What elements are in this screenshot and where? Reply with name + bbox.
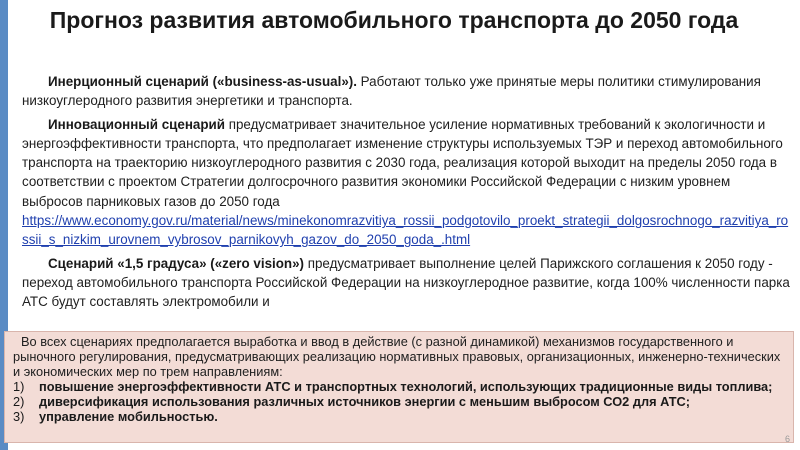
scenario-description — [22, 72, 792, 330]
scenario-15-text: предусматривает выполнение целей Парижского соглашения к 2050 году - переход автомобильного транспорта Российской Федерации на низкоуглеродное развитие, когда 100% численности парка АТС будут составлять электромобили и — [22, 255, 790, 310]
measure-item-1 — [13, 379, 783, 394]
paragraph-innovative — [22, 115, 792, 250]
measure-text: диверсификация использования различных источников энергии с меньшим выбросом СО2 для АТС; — [39, 394, 691, 409]
scenario-15-heading: Сценарий «1,5 градуса» («zero vision») — [48, 255, 304, 271]
innovative-heading: Инновационный сценарий — [48, 116, 225, 132]
inertial-text: Работают только уже принятые меры политики стимулирования низкоуглеродного развития энергетики и транспорта. — [22, 74, 761, 109]
slide-title: Прогноз развития автомобильного транспорта до 2050 года — [49, 7, 739, 33]
measures-list — [13, 379, 783, 424]
measure-number: 3) — [13, 409, 25, 424]
inertial-heading: Инерционный сценарий («business-as-usual»). — [48, 74, 357, 89]
measures-callout — [4, 331, 794, 443]
innovative-text: предусматривает значительное усиление нормативных требований к экологичности и энергоэффективности транспорта, что предполагает изменение структуры используемых ТЭР и переход автомобильного транспорта на траекторию низкоуглеродного развития с 2030 года, реализация которой выходит на пределы 2050 года в соответствии с проектом Стратегии долгосрочного развития экономики Российской Федерации с низким уровнем выбросов парниковых газов до 2050 года — [22, 116, 783, 209]
measure-number: 2) — [13, 394, 25, 409]
measure-text: управление мобильностью. — [39, 409, 218, 424]
measure-item-3 — [13, 409, 783, 424]
callout-intro: Во всех сценариях предполагается выработка и ввод в действие (с разной динамикой) механизмов государственного и рыночного регулирования, предусматривающих реализацию нормативных правовых, организационных, инженерно-технических и экономических мер по трем направлениям: — [13, 334, 781, 379]
strategy-link[interactable]: https://www.economy.gov.ru/material/news/minekonomrazvitiya_rossii_podgotovilo_proekt_strategii_dolgosrochnogo_razvitiya_rossii_s_nizkim_urovnem_vybrosov_parnikovyh_gazov_do_2050_goda_.html — [22, 213, 789, 248]
measure-number: 1) — [13, 379, 25, 394]
paragraph-inertial — [22, 72, 792, 111]
page-number: 6 — [784, 434, 790, 444]
measure-item-2 — [13, 394, 783, 409]
measure-text: повышение энергоэффективности АТС и транспортных технологий, использующих традиционные виды топлива; — [39, 379, 773, 394]
paragraph-scenario-15 — [22, 254, 792, 312]
